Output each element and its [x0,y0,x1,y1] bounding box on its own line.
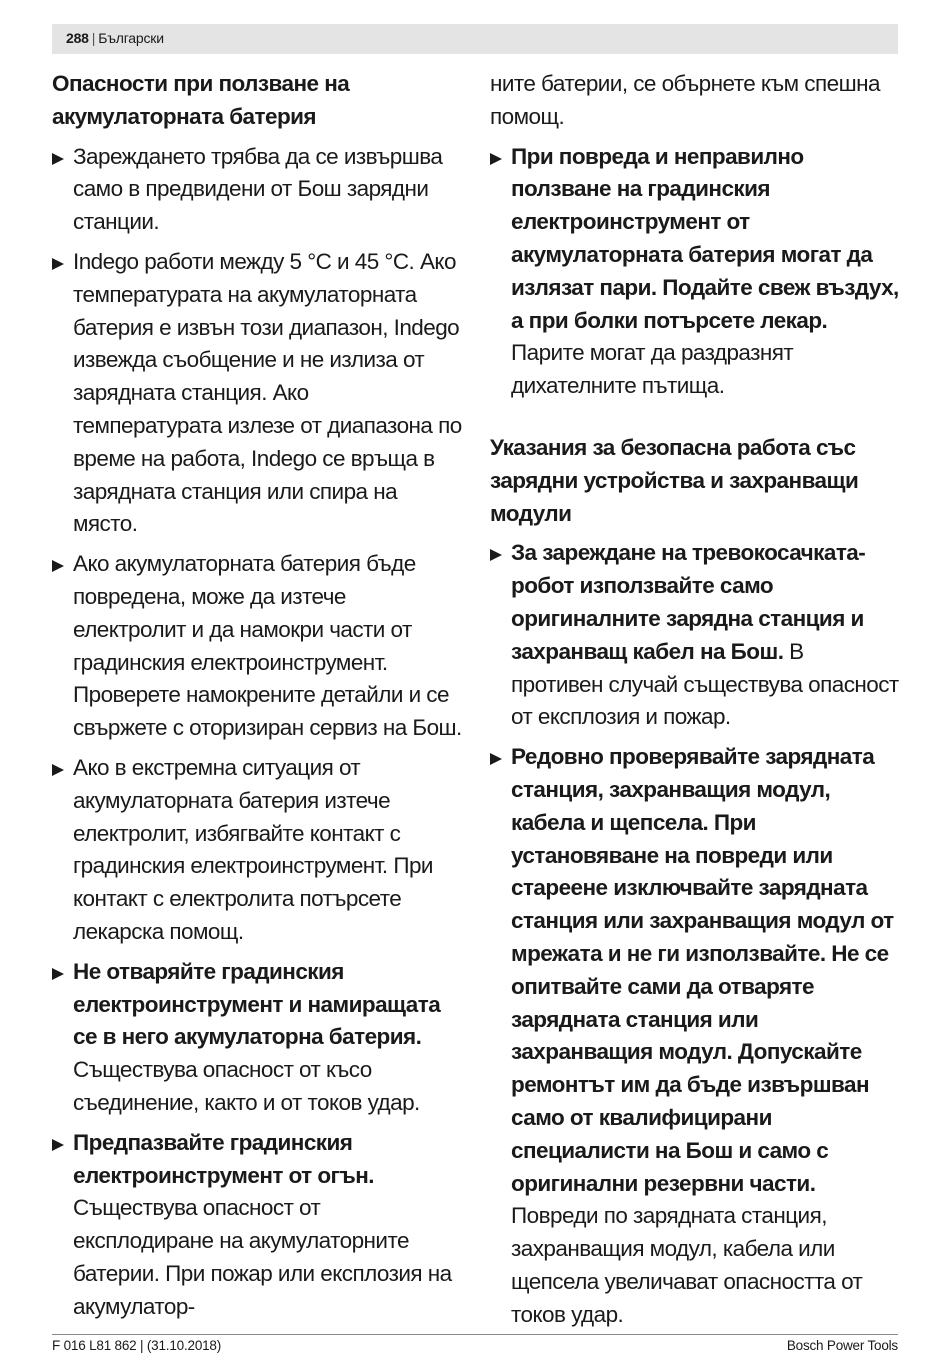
bullet-bold-text: Не отваряйте градинския електроинструмент и намиращата се в него акумулаторна батерия. [73,958,441,1050]
bullet-text: Indego работи между 5 °C и 45 °C. Ако температурата на акумулаторната батерия е извън този диапазон, Indego извежда съобщение и не излиза от зарядната станция. Ако температурата излезе от диапазона по време на работа, Indego се връща в зарядната станция или спира на място. [73,248,462,537]
bullet-triangle-icon [490,753,502,765]
bullet-bold-text: Предпазвайте градинския електроинструмент от огън. [73,1129,374,1188]
section-heading-battery: Опасности при ползване на акумулаторната батерия [52,71,350,129]
left-column [52,68,462,1330]
right-column [490,68,900,1338]
header-text [66,30,164,46]
bullet-text: Съществува опасност от експлодиране на акумулаторните батерии. При пожар или експлозия на акумулатор- [73,1195,452,1319]
footer-brand: Bosch Power Tools [786,1338,898,1353]
bullet-triangle-icon [52,258,64,270]
bullet-item [52,548,462,745]
bullet-triangle-icon [52,968,64,980]
bullet-triangle-icon [490,153,502,165]
bullet-text: В противен случай съществува опасност от експлозия и пожар. [511,638,899,730]
spacer [490,410,900,432]
page-header [52,24,898,54]
bullet-text: Повреди по зарядната станция, захранващия модул, кабела или щепсела увеличават опасността от токов удар. [511,1203,863,1327]
footer-document-id: F 016 L81 862 | (31.10.2018) [52,1338,222,1353]
bullet-text: Ако в екстремна ситуация от акумулаторната батерия изтече електролит, избягвайте контакт с градинския електроинструмент. При контакт с електролита потърсете лекарска помощ. [73,754,433,944]
bullet-item [52,1127,462,1324]
header-separator: | [91,30,96,46]
bullet-text: Парите могат да раздразнят дихателните пътища. [511,340,794,399]
bullet-text: Зареждането трябва да се извършва само в предвидени от Бош зарядни станции. [73,143,443,235]
bullet-bold-text: Редовно проверявайте зарядната станция, захранващия модул, кабела и щепсела. При установяване на повреди или стареене изключвайте зарядната станция или захранващия модул от мрежата и не ги използвайте. Не се опитвайте сами да отваряте зарядната станция или захранващия модул. Допускайте ремонтът им да бъде извършван само от квалифицирани специалисти на Бош и само с оригинални резервни части. [511,744,894,1196]
continuation-text: ните батерии, се обърнете към спешна помощ. [490,71,880,129]
bullet-text: Ако акумулаторната батерия бъде повредена, може да изтече електролит и да намокри части от градинския електроинструмент. Проверете намокрените детайли и се свържете с оторизиран сервиз на Бош. [73,551,462,741]
bullet-item [52,956,462,1120]
bullet-bold-text: При повреда и неправилно ползване на градинския електроинструмент от акумулаторната батерия могат да излязат пари. Подайте свеж въздух, а при болки потърсете лекар. [511,143,899,333]
bullet-item [490,537,900,734]
footer-divider [52,1334,898,1335]
header-language: Български [98,30,164,46]
bullet-bold-text: За зареждане на тревокосачката-робот използвайте само оригиналните зарядна станция и захранващ кабел на Бош. [511,540,866,664]
bullet-triangle-icon [52,153,64,165]
bullet-item [52,246,462,541]
bullet-triangle-icon [52,764,64,776]
section-heading-chargers: Указания за безопасна работа със зарядни устройства и захранващи модули [490,434,859,526]
bullet-item [490,741,900,1331]
bullet-triangle-icon [52,1139,64,1151]
bullet-triangle-icon [52,560,64,572]
page-number: 288 [66,30,89,46]
bullet-item [490,141,900,403]
bullet-item [52,752,462,949]
bullet-item [52,141,462,239]
bullet-triangle-icon [490,549,502,561]
bullet-text: Съществува опасност от късо съединение, както и от токов удар. [73,1057,420,1115]
